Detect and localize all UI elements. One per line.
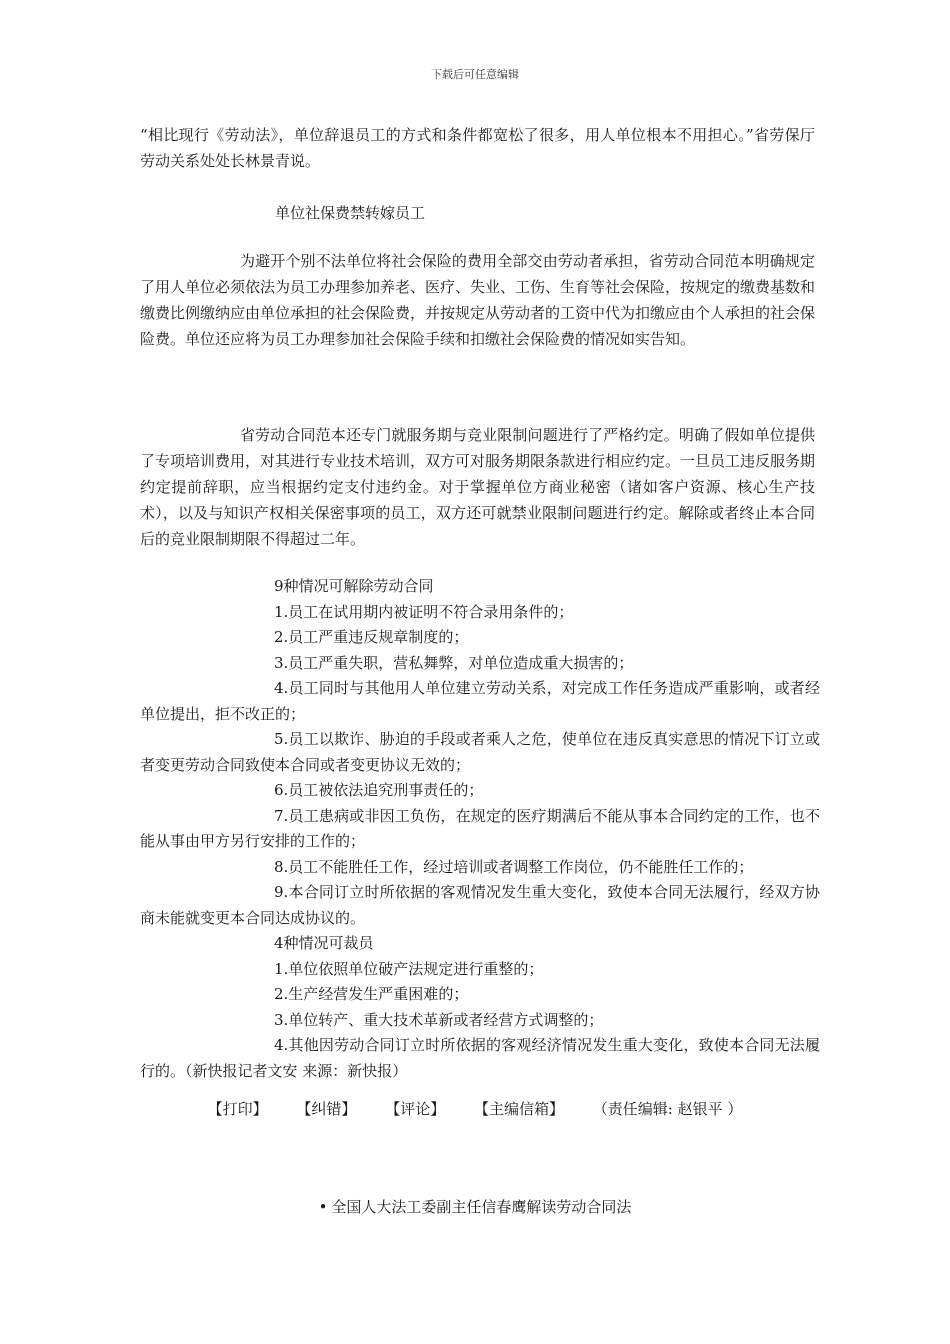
- section1-title: 单位社保费禁转嫁员工: [275, 204, 426, 222]
- list-item: 4.员工同时与其他用人单位建立劳动关系，对完成工作任务造成严重影响，或者经单位提出，拒不改正的；: [140, 679, 820, 723]
- correct-link[interactable]: 【纠错】: [296, 1100, 357, 1118]
- list-item: 9.本合同订立时所依据的客观情况发生重大变化，致使本合同无法履行，经双方协商未能就变更本合同达成协议的。: [140, 883, 820, 927]
- article-footer-links: [0, 1096, 950, 1122]
- list-item: 2.员工严重违反规章制度的；: [274, 628, 469, 646]
- editor-mailbox-link[interactable]: 【主编信箱】: [474, 1100, 565, 1118]
- list-item: 6.员工被依法追究刑事责任的；: [274, 781, 484, 799]
- section1-paragraph-block: [140, 248, 815, 352]
- header-note: 下载后可任意编辑: [431, 68, 519, 81]
- intro-paragraph-block: [140, 122, 815, 174]
- list-item: 1.单位依照单位破产法规定进行重整的；: [274, 959, 544, 978]
- list-item: 3.员工严重失职，营私舞弊，对单位造成重大损害的；: [274, 653, 634, 672]
- list-item: 8.员工不能胜任工作，经过培训或者调整工作岗位，仍不能胜任工作的；: [274, 857, 754, 876]
- list-item: 7.员工患病或非因工负伤，在规定的医疗期满后不能从事本合同约定的工作，也不能从事由甲方另行安排的工作的；: [140, 806, 820, 850]
- dismissal-list: [140, 574, 820, 1084]
- list-item: 4.其他因劳动合同订立时所依据的客观经济情况发生重大变化，致使本合同无法履行的。（新快报记者文安 来源：新快报）: [140, 1036, 820, 1080]
- list-item: 5.员工以欺诈、胁迫的手段或者乘人之危，使单位在违反真实意思的情况下订立或者变更劳动合同致使本合同或者变更协议无效的；: [140, 730, 820, 774]
- list-item: 2.生产经营发生严重困难的；: [274, 985, 469, 1003]
- section1-paragraph: 为避开个别不法单位将社会保险的费用全部交由劳动者承担，省劳动合同范本明确规定了用人单位必须依法为员工办理参加养老、医疗、失业、工伤、生育等社会保险，按规定的缴费基数和缴费比例缴纳应由单位承担的社会保险费，并按规定从劳动者的工资中代为扣缴应由个人承担的社会保险费。单位还应将为员工办理参加社会保险手续和扣缴社会保险费的情况如实告知。: [140, 252, 816, 348]
- intro-paragraph: “相比现行《劳动法》，单位辞退员工的方式和条件都宽松了很多，用人单位根本不用担心。”省劳保厅劳动关系处处长林景青说。: [140, 126, 815, 170]
- section2-paragraph-block: [140, 422, 815, 552]
- list-item: 1.员工在试用期内被证明不符合录用条件的；: [274, 602, 574, 621]
- editor-credit: （责任编辑: 赵银平 ）: [592, 1100, 743, 1118]
- list-item: 3.单位转产、重大技术革新或者经营方式调整的；: [274, 1010, 604, 1029]
- comment-link[interactable]: 【评论】: [385, 1100, 446, 1118]
- related-article-link[interactable]: 全国人大法工委副主任信春鹰解读劳动合同法: [331, 1198, 632, 1216]
- dismissal-list-title: 9种情况可解除劳动合同: [274, 577, 434, 595]
- related-article: [0, 1194, 950, 1220]
- print-link[interactable]: 【打印】: [207, 1100, 268, 1118]
- section2-paragraph: 省劳动合同范本还专门就服务期与竞业限制问题进行了严格约定。明确了假如单位提供了专项培训费用，对其进行专业技术培训，双方可对服务期限条款进行相应约定。一旦员工违反服务期约定提前辞职，应当根据约定支付违约金。对于掌握单位方商业秘密（诸如客户资源、核心生产技术），以及与知识产权相关保密事项的员工，双方还可就禁业限制问题进行约定。解除或者终止本合同后的竞业限制期限不得超过二年。: [140, 426, 816, 548]
- bullet-icon: •: [318, 1198, 328, 1216]
- layoff-list-title: 4种情况可裁员: [274, 934, 374, 952]
